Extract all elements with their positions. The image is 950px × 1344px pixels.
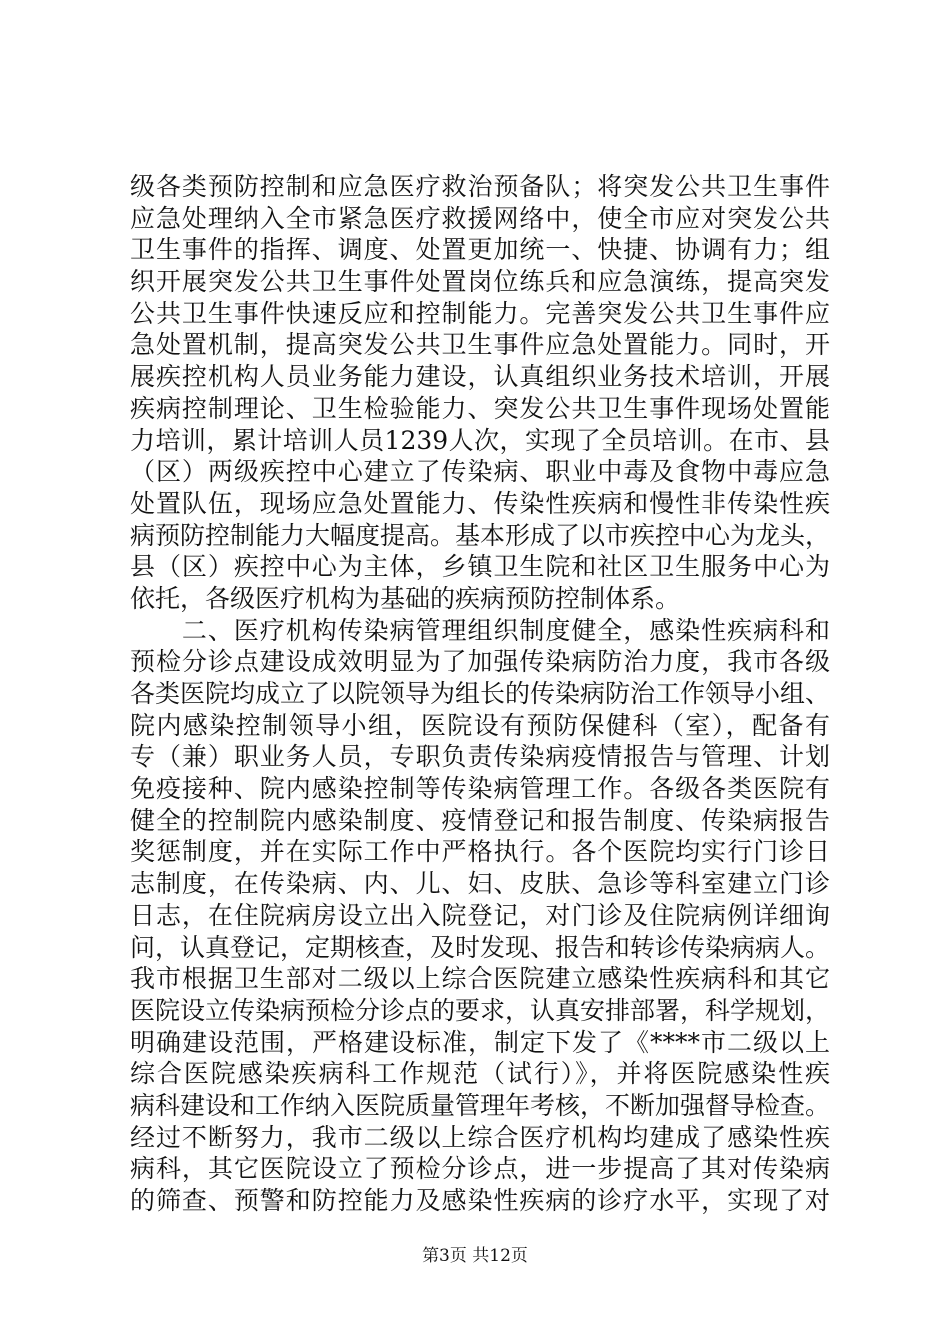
text-line: 二、医疗机构传染病管理组织制度健全，感染性疾病科和 <box>130 615 830 645</box>
text-line: 各类医院均成立了以院领导为组长的传染病防治工作领导小组、 <box>130 679 831 708</box>
text-line: 织开展突发公共卫生事件处置岗位练兵和应急演练，提高突发 <box>130 267 830 297</box>
text-line: 疾病控制理论、卫生检验能力、突发公共卫生事件现场处置能 <box>130 393 830 423</box>
text-line: 病科，其它医院设立了预检分诊点，进一步提高了其对传染病 <box>130 1154 830 1184</box>
text-line: 医院设立传染病预检分诊点的要求，认真安排部署，科学规划， <box>130 995 831 1025</box>
text-line: 公共卫生事件快速反应和控制能力。完善突发公共卫生事件应 <box>130 298 830 328</box>
text-line: 明确建设范围，严格建设标准，制定下发了《****市二级以上 <box>130 1027 830 1057</box>
text-line: 依托，各级医疗机构为基础的疾病预防控制体系。 <box>130 583 681 613</box>
text-line: 专（兼）职业务人员，专职负责传染病疫情报告与管理、计划 <box>130 742 830 772</box>
text-line: 处置队伍，现场应急处置能力、传染性疾病和慢性非传染性疾 <box>130 488 830 518</box>
text-line: 健全的控制院内感染制度、疫情登记和报告制度、传染病报告 <box>130 805 830 835</box>
text-line: （区）两级疾控中心建立了传染病、职业中毒及食物中毒应急 <box>130 457 830 487</box>
text-line: 级各类预防控制和应急医疗救治预备队；将突发公共卫生事件 <box>130 172 830 201</box>
text-line: 我市根据卫生部对二级以上综合医院建立感染性疾病科和其它 <box>130 964 830 994</box>
text-line: 问，认真登记，定期核查，及时发现、报告和转诊传染病病人。 <box>130 932 831 962</box>
text-line: 院内感染控制领导小组，医院设有预防保健科（室），配备有 <box>130 710 830 740</box>
text-line: 奖惩制度，并在实际工作中严格执行。各个医院均实行门诊日 <box>130 837 830 867</box>
text-line: 县（区）疾控中心为主体，乡镇卫生院和社区卫生服务中心为 <box>130 552 830 582</box>
text-line: 展疾控机构人员业务能力建设，认真组织业务技术培训，开展 <box>130 362 830 392</box>
text-line: 志制度，在传染病、内、儿、妇、皮肤、急诊等科室建立门诊 <box>130 869 830 899</box>
body-text <box>130 171 830 1217</box>
text-line: 应急处理纳入全市紧急医疗救援网络中，使全市应对突发公共 <box>130 203 830 233</box>
text-line: 病预防控制能力大幅度提高。基本形成了以市疾控中心为龙头， <box>130 520 831 550</box>
text-line: 日志，在住院病房设立出入院登记，对门诊及住院病例详细询 <box>130 900 830 930</box>
text-line: 病科建设和工作纳入医院质量管理年考核，不断加强督导检查。 <box>130 1090 831 1120</box>
text-line: 免疫接种、院内感染控制等传染病管理工作。各级各类医院有 <box>130 774 830 804</box>
text-line: 的筛查、预警和防控能力及感染性疾病的诊疗水平，实现了对 <box>130 1186 830 1215</box>
text-line: 力培训，累计培训人员1239人次，实现了全员培训。在市、县 <box>130 425 830 455</box>
page-footer: 第3页 共12页 <box>422 1246 528 1266</box>
text-line: 预检分诊点建设成效明显为了加强传染病防治力度，我市各级 <box>130 647 830 677</box>
text-line: 综合医院感染疾病科工作规范（试行）》，并将医院感染性疾 <box>130 1059 830 1089</box>
text-line: 经过不断努力，我市二级以上综合医疗机构均建成了感染性疾 <box>130 1122 830 1152</box>
text-line: 卫生事件的指挥、调度、处置更加统一、快捷、协调有力；组 <box>130 235 830 265</box>
text-line: 急处置机制，提高突发公共卫生事件应急处置能力。同时，开 <box>130 330 830 360</box>
